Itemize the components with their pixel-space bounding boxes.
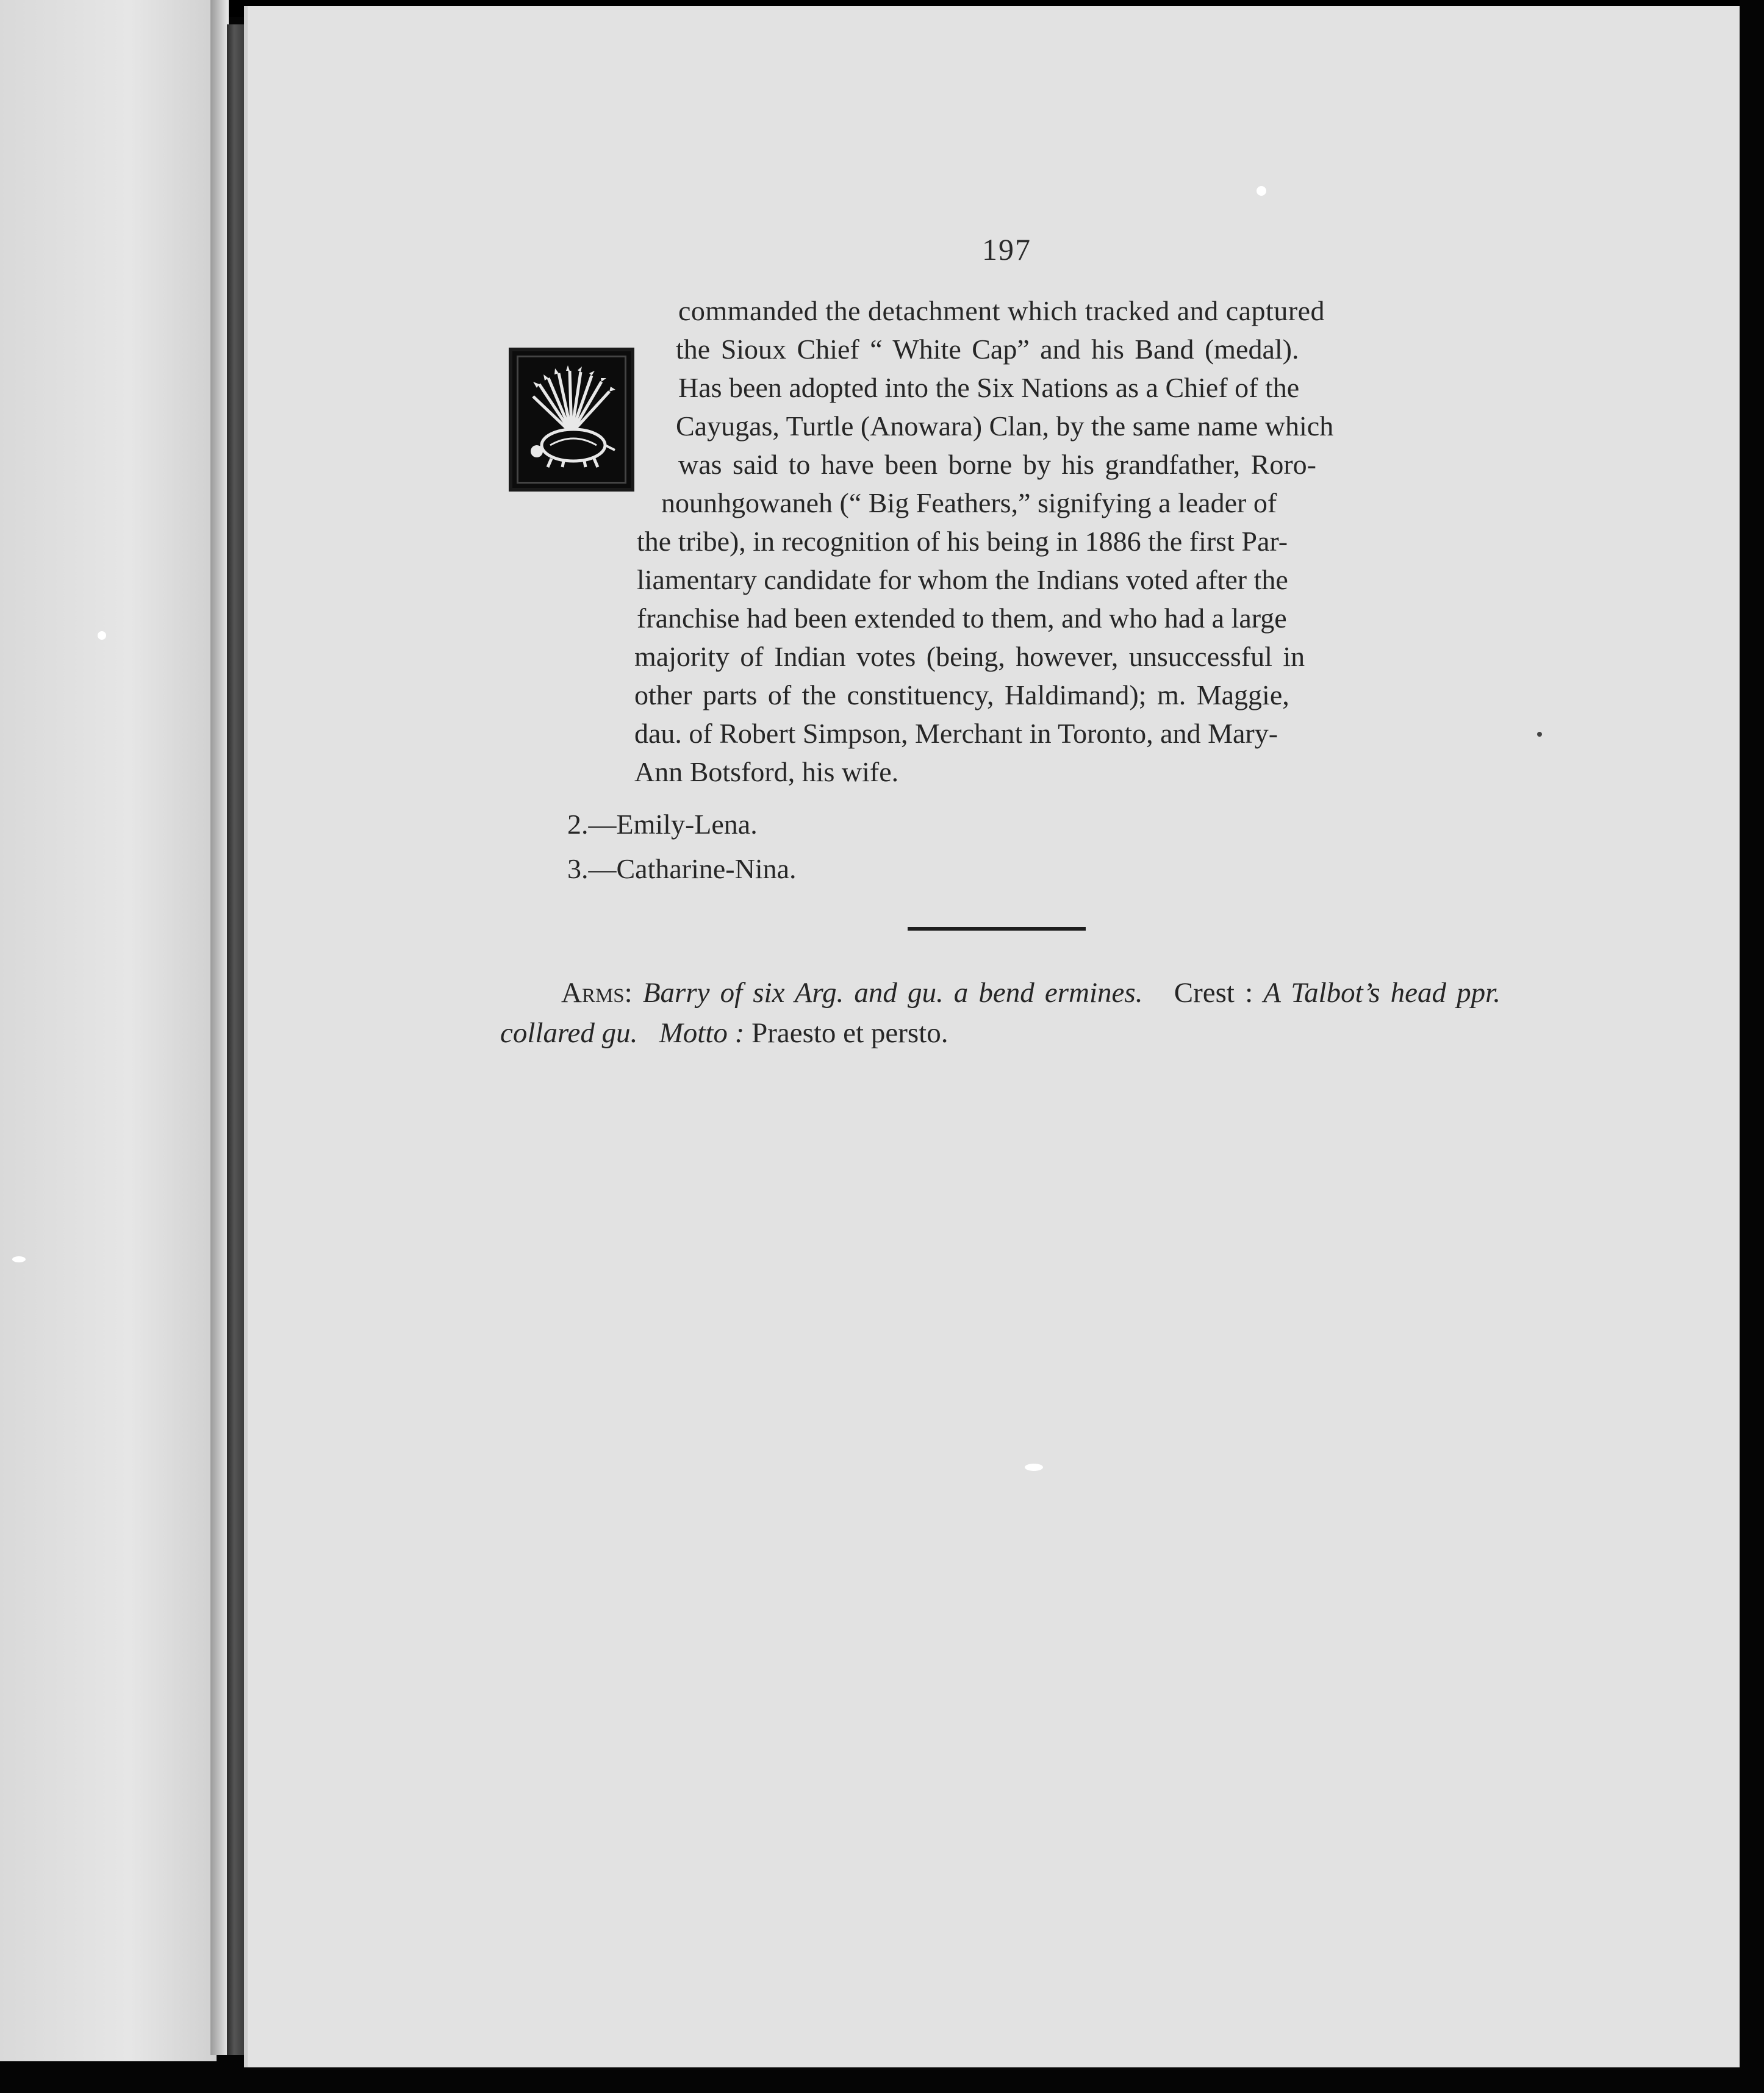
list-item-catharine-nina: 3.—Catharine-Nina. xyxy=(567,853,797,884)
paragraph-line: the Sioux Chief “ White Cap” and his Band (medal). xyxy=(676,334,1299,365)
page-number: 197 xyxy=(982,232,1031,267)
arms-blazon xyxy=(500,973,1500,1053)
paragraph-line: majority of Indian votes (being, however, unsuccessful in xyxy=(634,641,1305,672)
left-page-edge xyxy=(210,0,229,2055)
paragraph-line: Has been adopted into the Six Nations as a Chief of the xyxy=(678,372,1300,403)
paragraph-line: franchise had been extended to them, and who had a large xyxy=(637,603,1287,634)
scan-border-bottom xyxy=(0,2067,1764,2093)
headdress-turtle-icon xyxy=(521,360,622,479)
scan-speck xyxy=(98,631,106,640)
paragraph-line: nounhgowaneh (“ Big Feathers,” signifying a leader of xyxy=(661,487,1277,518)
scan-border-right xyxy=(1740,0,1764,2093)
paragraph-line: dau. of Robert Simpson, Merchant in Toronto, and Mary- xyxy=(634,718,1278,749)
scan-speck xyxy=(1537,732,1542,737)
section-divider xyxy=(908,927,1086,931)
paragraph-line: the tribe), in recognition of his being in 1886 the first Par- xyxy=(637,526,1288,557)
paragraph-line: Ann Botsford, his wife. xyxy=(634,756,899,787)
paragraph-line: Cayugas, Turtle (Anowara) Clan, by the same name which xyxy=(676,410,1334,442)
arms-text: Barry of six Arg. and gu. a bend ermines. xyxy=(642,977,1143,1009)
paragraph-line: commanded the detachment which tracked and captured xyxy=(678,295,1325,326)
crest-text: A Talbot’s head ppr. collared gu. xyxy=(500,977,1500,1049)
list-item-emily-lena: 2.—Emily-Lena. xyxy=(567,809,758,840)
motto-text: Praesto et persto. xyxy=(751,1017,948,1049)
paragraph-line: was said to have been borne by his grandfather, Roro- xyxy=(678,449,1316,480)
scan-speck xyxy=(1257,186,1266,196)
paragraph-line: liamentary candidate for whom the Indians voted after the xyxy=(637,564,1288,595)
book-gutter xyxy=(227,24,245,2055)
left-page xyxy=(0,0,217,2061)
motto-label: Motto : xyxy=(659,1017,745,1049)
crest-label: Crest : xyxy=(1174,977,1253,1009)
scan-speck xyxy=(12,1256,26,1262)
scan-speck xyxy=(1025,1464,1043,1471)
paragraph-line: other parts of the constituency, Haldimand); m. Maggie, xyxy=(634,679,1289,710)
headdress-turtle-emblem-icon xyxy=(509,348,634,492)
arms-label: Arms: xyxy=(561,977,633,1009)
